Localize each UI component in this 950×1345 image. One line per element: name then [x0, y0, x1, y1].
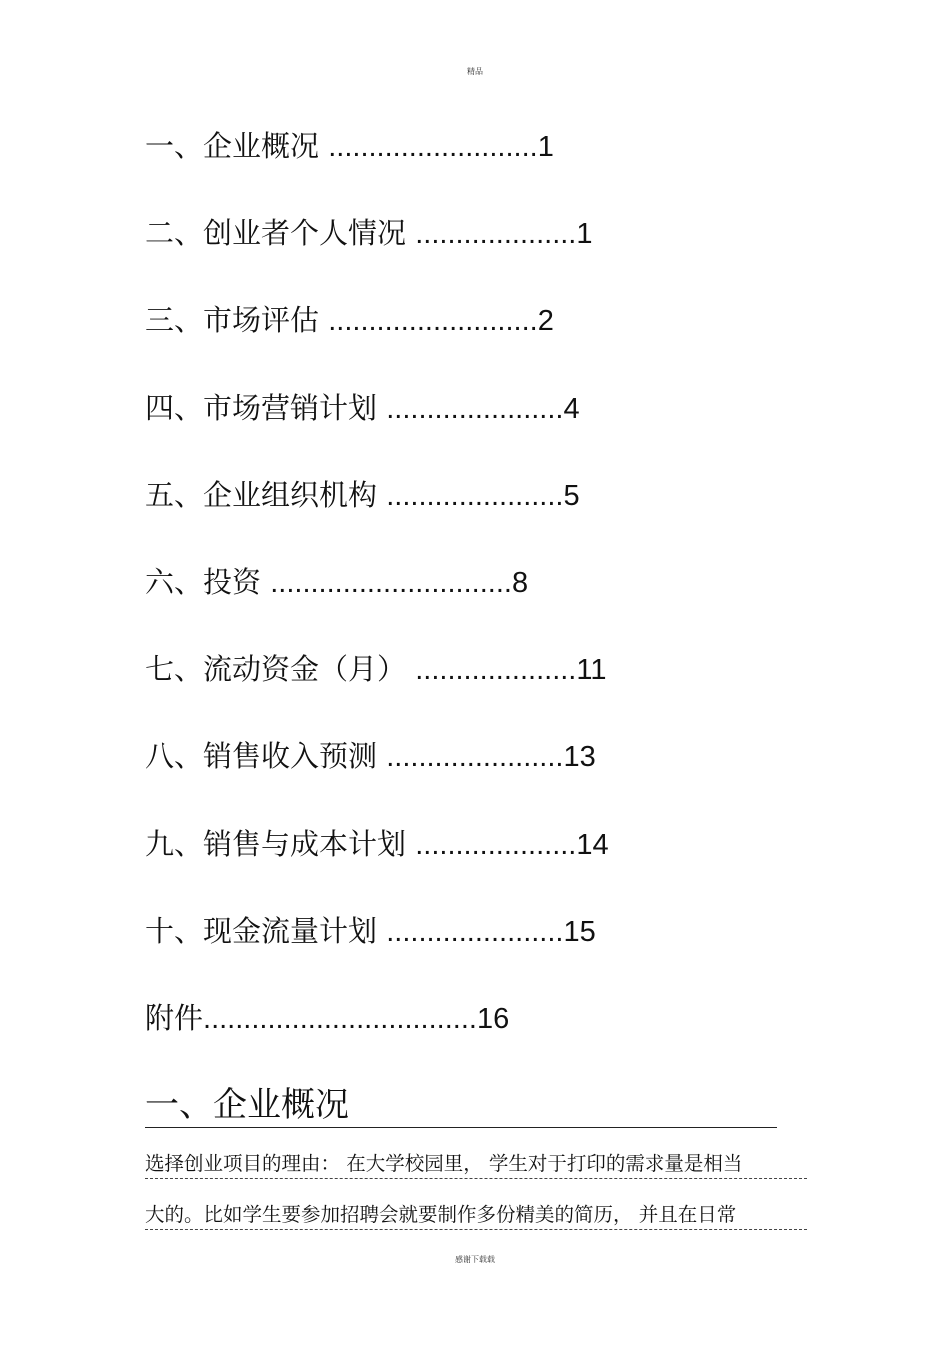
- toc-entry[interactable]: [145, 302, 554, 339]
- toc-entry[interactable]: [145, 738, 596, 775]
- toc-entry-dots: ..............................: [270, 567, 512, 599]
- toc-entry[interactable]: [145, 477, 580, 514]
- toc-entry-page: 4: [563, 393, 580, 425]
- toc-entry-dots: ..........................: [328, 131, 538, 163]
- toc-entry-title: 十、现金流量计划: [145, 914, 387, 948]
- toc-entry[interactable]: [145, 215, 593, 252]
- header-watermark: 精品: [467, 67, 483, 76]
- body-text-line: 大的。比如学生要参加招聘会就要制作多份精美的简历， 并且在日常: [145, 1201, 807, 1230]
- toc-entry[interactable]: [145, 826, 609, 863]
- toc-entry-dots: ....................: [415, 218, 577, 250]
- toc-entry[interactable]: [145, 1000, 509, 1037]
- toc-entry-page: 8: [511, 567, 529, 599]
- toc-entry-dots: ....................: [415, 829, 577, 861]
- toc-entry-title: 八、销售收入预测: [145, 739, 387, 773]
- toc-entry-dots: ......................: [386, 741, 564, 773]
- toc-entry-page: 16: [476, 1003, 510, 1035]
- toc-entry-dots: ......................: [386, 480, 564, 512]
- toc-entry-title: 九、销售与成本计划: [145, 827, 416, 861]
- toc-entry[interactable]: [145, 128, 554, 165]
- toc-entry-dots: ..................................: [203, 1003, 477, 1035]
- toc-entry-title: 附件: [145, 1001, 204, 1035]
- toc-entry[interactable]: [145, 390, 580, 427]
- footer-watermark: 感谢下载载: [455, 1255, 495, 1264]
- body-text-line: 选择创业项目的理由： 在大学校园里， 学生对于打印的需求量是相当: [145, 1150, 807, 1179]
- toc-entry-page: 13: [563, 741, 596, 773]
- toc-entry-dots: ......................: [386, 393, 564, 425]
- toc-entry[interactable]: [145, 651, 606, 688]
- toc-entry-title: 六、投资: [145, 565, 271, 599]
- toc-entry-dots: ....................: [415, 654, 577, 686]
- toc-entry[interactable]: [145, 913, 596, 950]
- toc-entry-title: 一、企业概况: [145, 129, 329, 163]
- toc-entry-title: 三、市场评估: [145, 303, 329, 337]
- toc-entry-page: 2: [537, 305, 554, 337]
- toc-entry-title: 四、市场营销计划: [145, 391, 387, 425]
- toc-entry-page: 15: [563, 916, 596, 948]
- toc-entry-page: 11: [576, 654, 607, 686]
- toc-entry-title: 七、流动资金（月）: [145, 652, 416, 686]
- toc-entry-page: 1: [537, 131, 554, 163]
- toc-entry-page: 5: [563, 480, 580, 512]
- section-heading: 一、企业概况: [145, 1083, 777, 1128]
- toc-entry-page: 14: [576, 829, 609, 861]
- toc-entry-page: 1: [576, 218, 593, 250]
- toc-entry-dots: ......................: [386, 916, 564, 948]
- toc-entry[interactable]: [145, 564, 528, 601]
- toc-entry-dots: ..........................: [328, 305, 538, 337]
- toc-entry-title: 二、创业者个人情况: [145, 216, 416, 250]
- toc-entry-title: 五、企业组织机构: [145, 478, 387, 512]
